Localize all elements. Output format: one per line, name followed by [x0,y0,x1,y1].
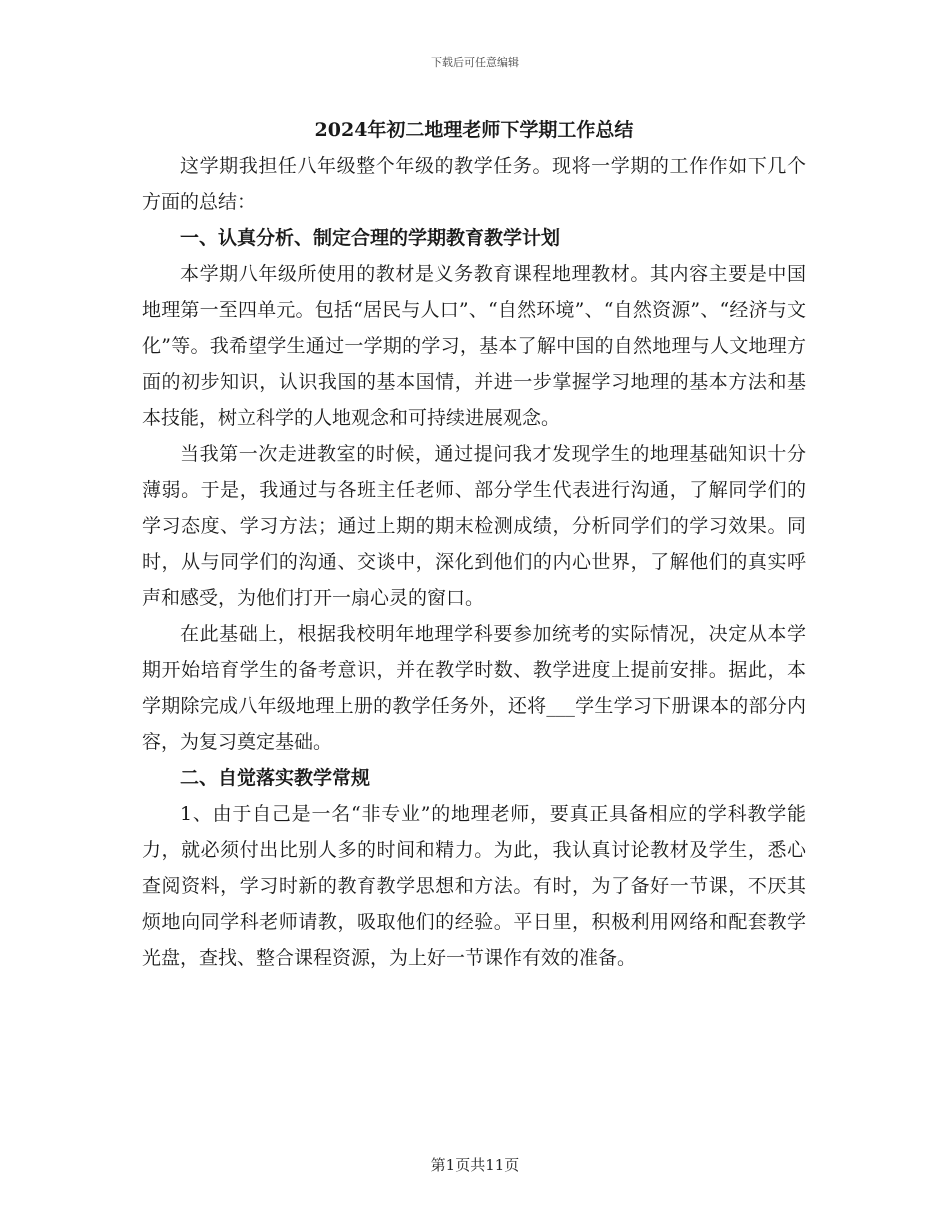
section-1-paragraph-1: 本学期八年级所使用的教材是义务教育课程地理教材。其内容主要是中国地理第一至四单元。包括“居民与人口”、“自然环境”、“自然资源”、“经济与文化”等。我希望学生通过一学期的学习，基本了解中国的自然地理与人文地理方面的初步知识，认识我国的基本国情，并进一步掌握学习地理的基本方法和基本技能，树立科学的人地观念和可持续进展观念。 [142,263,806,429]
section-1-heading: 一、认真分析、制定合理的学期教育教学计划 [180,227,561,249]
document-body [142,112,806,976]
section-1-paragraph-2: 当我第一次走进教室的时候，通过提问我才发现学生的地理基础知识十分薄弱。于是，我通过与各班主任老师、部分学生代表进行沟通，了解同学们的学习态度、学习方法；通过上期的期末检测成绩，分析同学们的学习效果。同时，从与同学们的沟通、交谈中，深化到他们的内心世界，了解他们的真实呼声和感受，为他们打开一扇心灵的窗口。 [142,443,806,609]
intro-paragraph: 这学期我担任八年级整个年级的教学任务。现将一学期的工作作如下几个方面的总结： [142,155,806,213]
section-1-paragraph-3: 在此基础上，根据我校明年地理学科要参加统考的实际情况，决定从本学期开始培育学生的备考意识，并在教学时数、教学进度上提前安排。据此，本学期除完成八年级地理上册的教学任务外，还将___学生学习下册课本的部分内容，为复习奠定基础。 [142,623,806,753]
section-2-heading: 二、自觉落实教学常规 [180,767,371,789]
section-2-paragraph-1: 1、由于自己是一名“非专业”的地理老师，要真正具备相应的学科教学能力，就必须付出比别人多的时间和精力。为此，我认真讨论教材及学生，悉心查阅资料，学习时新的教育教学思想和方法。有时，为了备好一节课，不厌其烦地向同学科老师请教，吸取他们的经验。平日里，积极利用网络和配套教学光盘，查找、整合课程资源，为上好一节课作有效的准备。 [142,803,806,969]
document-title: 2024年初二地理老师下学期工作总结 [314,119,634,141]
page-header-note: 下载后可任意编辑 [431,56,519,69]
page-footer-number: 第1页共11页 [430,1156,520,1174]
